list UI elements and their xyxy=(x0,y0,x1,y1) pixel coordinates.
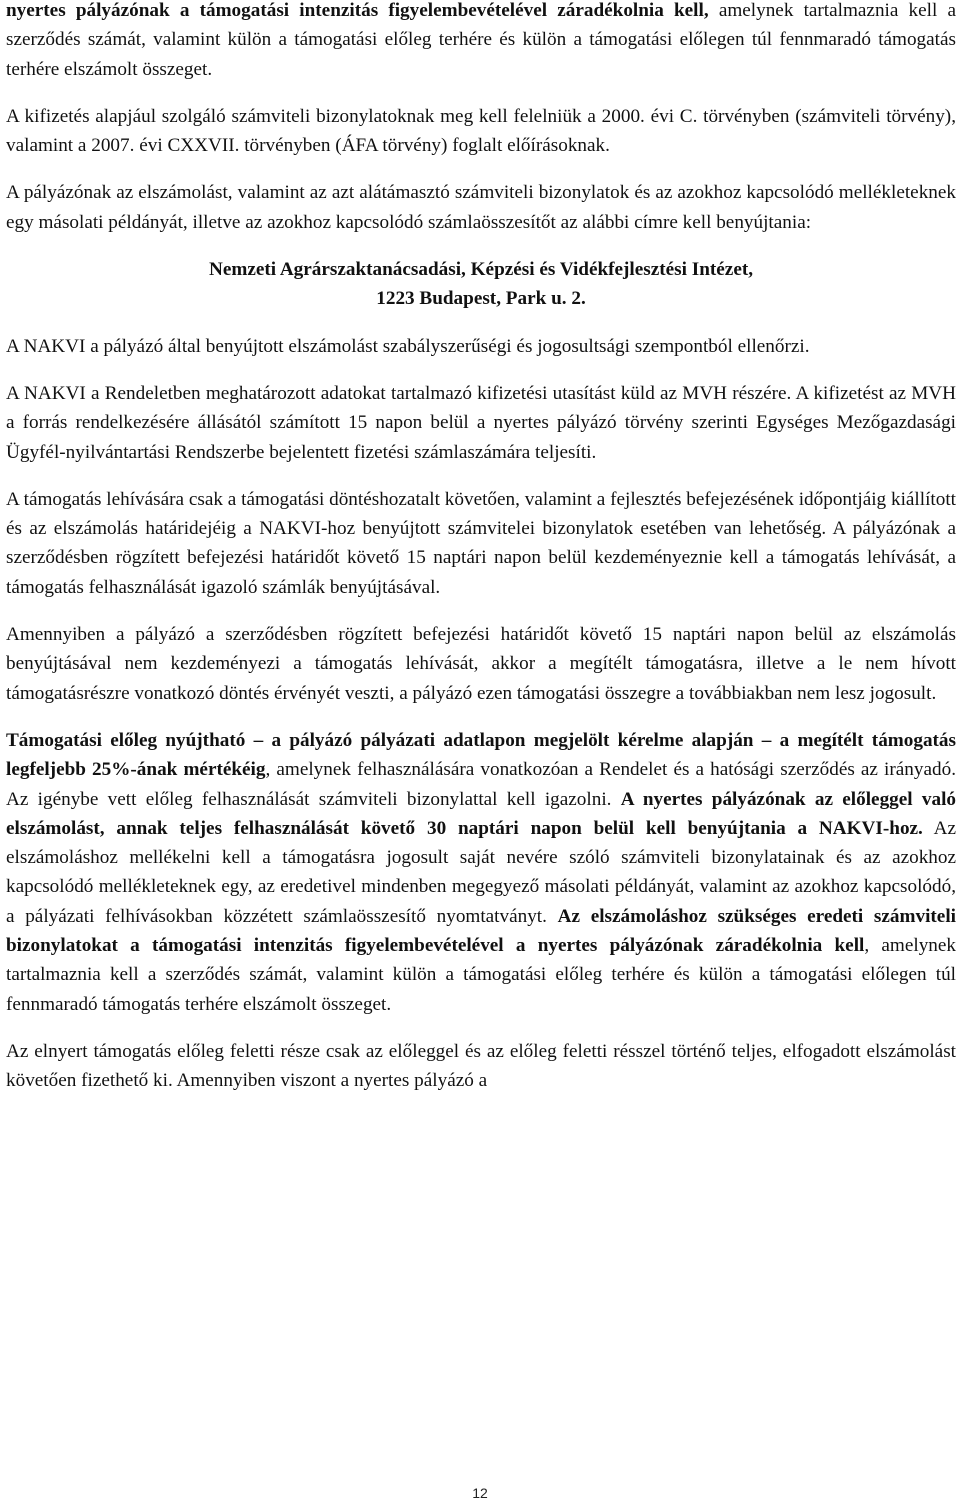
paragraph-remaining-payment: Az elnyert támogatás előleg feletti része csak az előleggel és az előleg feletti résszel történő teljes, elfogadott elszámolást követően fizethető ki. Amennyiben viszont a nyertes pályázó a xyxy=(6,1040,956,1092)
page-number: 12 xyxy=(472,1485,488,1501)
paragraph-accounting-law: A kifizetés alapjául szolgáló számviteli bizonylatoknak meg kell felelniük a 2000. évi C. törvényben (számviteli törvény), valamint a 2007. évi CXXVII. törvényben (ÁFA törvény) foglalt előírásoknak. xyxy=(6,105,956,157)
paragraph-text: , amelynek tartalmaznia kell a szerződés számát, valamint külön a támogatási előleg terhére és külön a támogatási előlegen túl fennmaradó támogatás terhére elszámolt összeget. xyxy=(6,935,956,1015)
paragraph-drawdown: A támogatás lehívására csak a támogatási döntéshozatalt követően, valamint a fejlesztés befejezésének időpontjáig kiállított és az elszámolás határidejéig a NAKVI-hoz benyújtott számvitelei bizonylatok esetében van lehetőség. A pályázónak a szerződésben rögzített befejezési határidőt követő 15 naptári napon belül kezdeményeznie kell a támogatás lehívását, a támogatás felhasználását igazoló számlák benyújtásával. xyxy=(6,488,956,598)
paragraph-text: amelynek tartalmaznia kell a szerződés számát, valamint külön a támogatási előleg terhére és külön a támogatási előlegen túl fennmaradó támogatás terhére elszámolt összeget. xyxy=(6,0,957,80)
paragraph-text: Az elszámoláshoz mellékelni kell a támogatásra jogosult saját nevére szóló számviteli bizonylatainak és az azokhoz kapcsolódó mellékleteknek egy, az eredetivel mindenben megegyező másolati példányát, valamint az azokhoz kapcsolódó, a pályázati felhívásokban közzétett számlaösszesítő nyomtatványt. xyxy=(6,817,956,927)
address-street: 1223 Budapest, Park u. 2. xyxy=(376,288,586,310)
bold-text: Támogatási előleg nyújtható – a pályázó pályázati adatlapon megjelölt kérelme alapján – a megítélt támogatás legfeljebb 25%-ának mértékéig xyxy=(6,729,956,781)
paragraph-submission: A pályázónak az elszámolást, valamint az azt alátámasztó számviteli bizonylatok és az azokhoz kapcsolódó mellékleteknek egy másolati példányát, illetve az azokhoz kapcsolódó számlaösszesítőt az alábbi címre kell benyújtania: xyxy=(6,182,956,233)
paragraph-endorsement-intro xyxy=(6,0,956,84)
paragraph-nakvi-check: A NAKVI a pályázó által benyújtott elszámolást szabályszerűségi és jogosultsági szempontból ellenőrzi. xyxy=(6,335,810,357)
paragraph-advance xyxy=(6,726,956,1019)
bold-text: nyertes pályázónak a támogatási intenzitás figyelembevételével záradékolnia kell, xyxy=(6,0,709,21)
paragraph-text: , amelynek felhasználására vonatkozóan a Rendelet és a hatósági szerződés az irányadó. Az igénybe vett előleg felhasználását számviteli bizonylattal kell igazolni. xyxy=(6,759,956,810)
bold-text: A nyertes pályázónak az előleggel való elszámolást, annak teljes felhasználását követő 30 naptári napon belül kell benyújtania a NAKVI-hoz. xyxy=(6,788,956,839)
address-institute: Nemzeti Agrárszaktanácsadási, Képzési és Vidékfejlesztési Intézet, xyxy=(208,259,754,281)
bold-text: Az elszámoláshoz szükséges eredeti számviteli bizonylatokat a támogatási intenzitás figyelembevételével a nyertes pályázónak záradékolnia kell xyxy=(6,905,956,957)
paragraph-payment-instruction: A NAKVI a Rendeletben meghatározott adatokat tartalmazó kifizetési utasítást küld az MVH részére. A kifizetést az MVH a forrás rendelkezésére állásától számított 15 napon belül a nyertes pályázó törvény szerinti Egységes Mezőgazdasági Ügyfél-nyilvántartási Rendszerbe bejelentett fizetési számlaszámára teljesíti. xyxy=(6,382,956,463)
document-page xyxy=(6,0,956,1114)
paragraph-deadline: Amennyiben a pályázó a szerződésben rögzített befejezési határidőt követő 15 naptári napon belül az elszámolás benyújtásával nem kezdeményezi a támogatás lehívását, akkor a megítélt támogatásra, illetve a le nem hívott támogatásrészre vonatkozó döntés érvényét veszti, a pályázó ezen támogatási összegre a továbbiakban nem lesz jogosult. xyxy=(6,624,956,704)
submission-address xyxy=(6,255,956,314)
